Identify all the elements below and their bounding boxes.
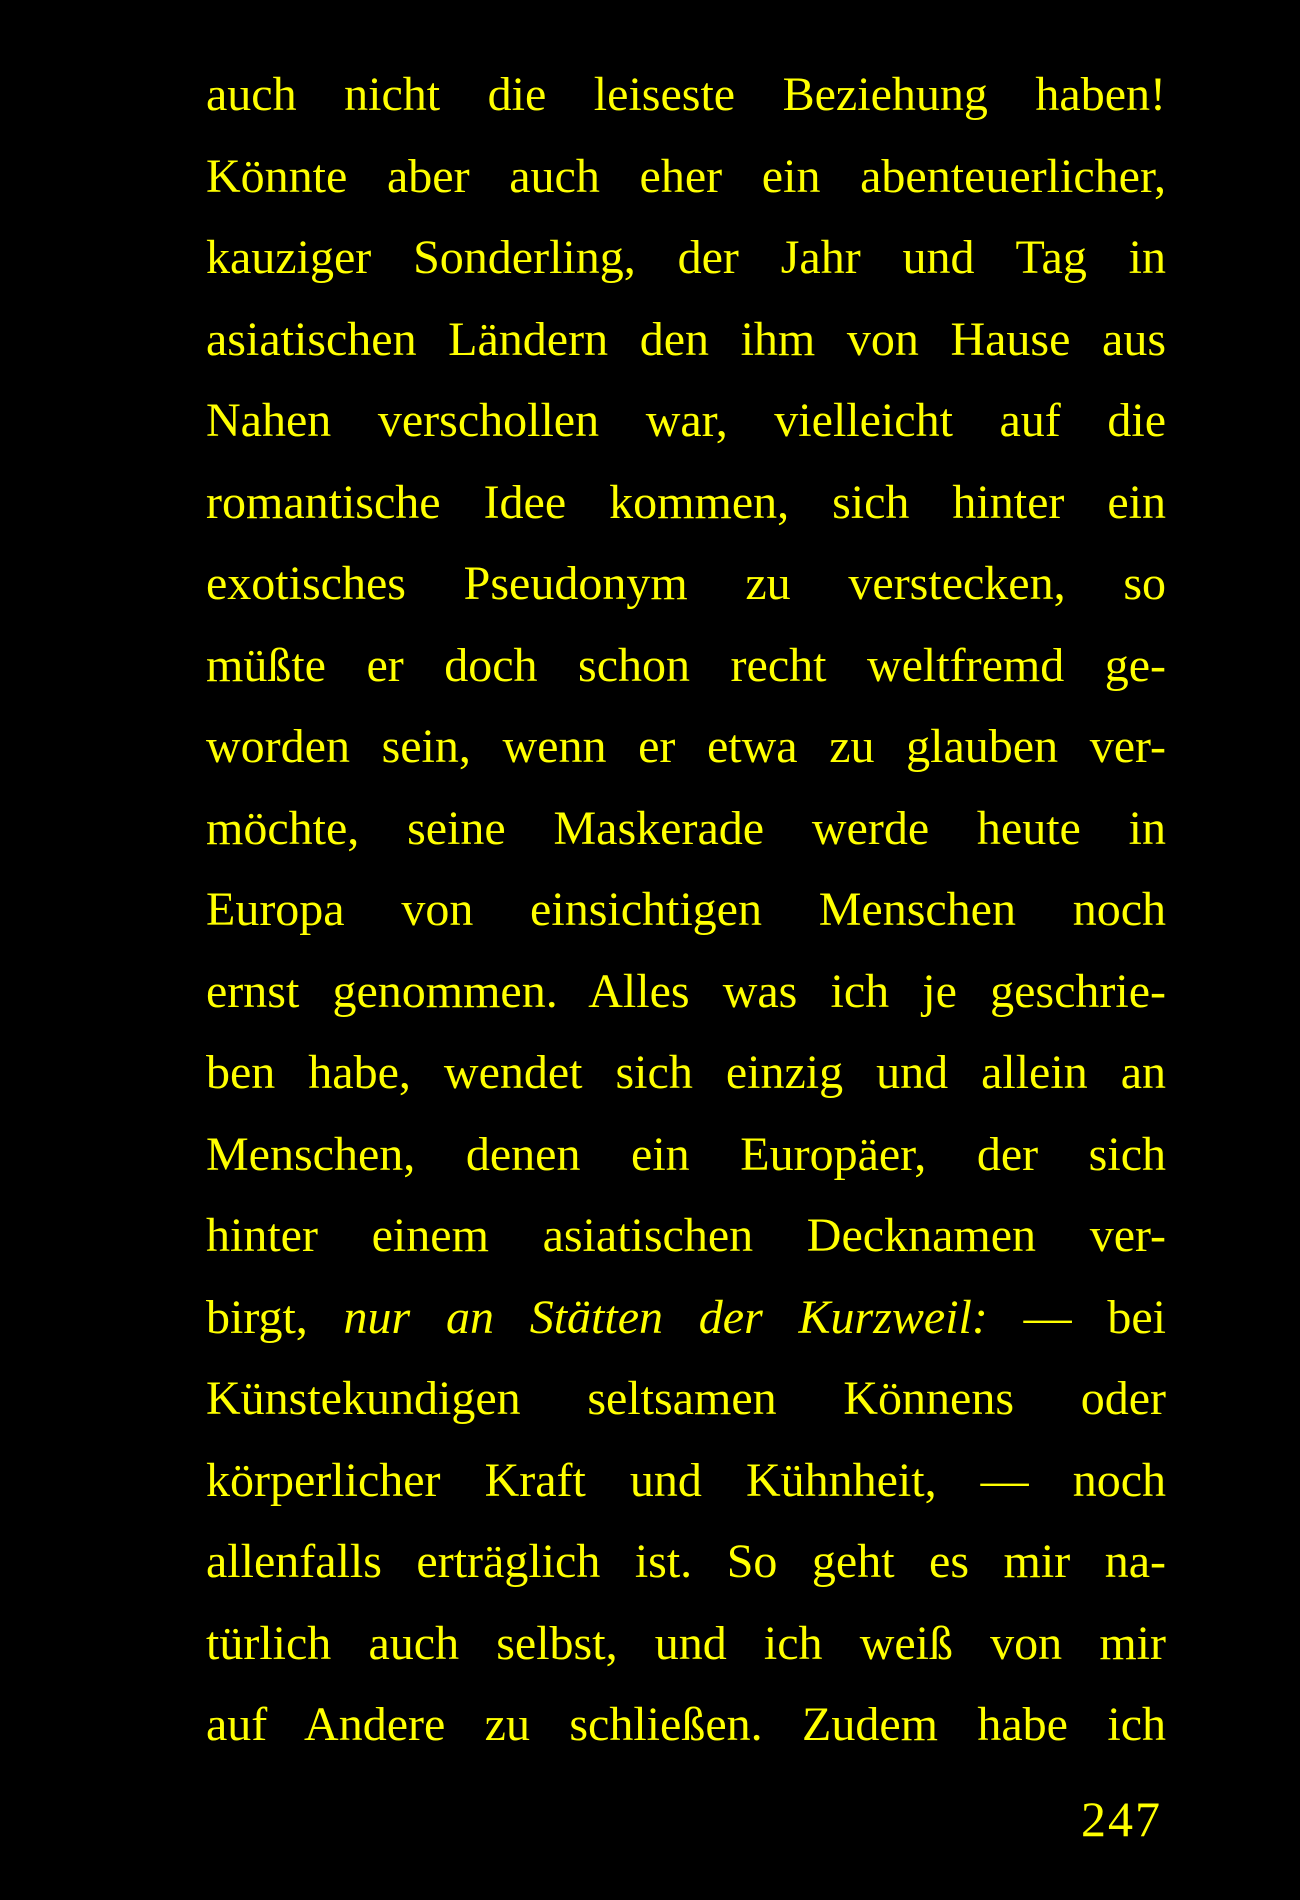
page-number: 247 xyxy=(1081,1791,1162,1847)
text-line-14-content: Menschen, denen ein Europäer, der sich xyxy=(206,1127,1166,1181)
body-text xyxy=(206,54,1166,1766)
text-line-15-content: hinter einem asiatischen Decknamen ver- xyxy=(206,1209,1166,1262)
text-line-10 xyxy=(206,788,1166,870)
text-line-21-content: auf Andere zu schließen. Zudem habe ich xyxy=(206,1698,1166,1751)
text-line-16-after: — bei xyxy=(1023,1290,1167,1344)
text-line-11 xyxy=(206,869,1166,951)
text-line-15 xyxy=(206,1195,1166,1277)
text-line-19 xyxy=(206,1521,1166,1603)
text-line-13-content: ben habe, wendet sich einzig und allein an xyxy=(206,1046,1166,1099)
text-line-3 xyxy=(206,217,1166,299)
text-line-14 xyxy=(206,1114,1166,1196)
text-line-17 xyxy=(206,1358,1166,1440)
text-line-1 xyxy=(206,54,1166,136)
text-line-8 xyxy=(206,625,1166,707)
text-line-17-content: Künstekundigen seltsamen Könnens oder xyxy=(206,1372,1166,1425)
text-line-6 xyxy=(206,462,1166,544)
text-line-8-content: müßte er doch schon recht weltfremd ge- xyxy=(206,638,1166,692)
text-line-6-content: romantische Idee kommen, sich hinter ein xyxy=(206,475,1166,529)
italic-phrase: nur an Stätten der Kurzweil: xyxy=(343,1290,988,1344)
text-line-13 xyxy=(206,1032,1166,1114)
text-line-4-content: asiatischen Ländern den ihm von Hause aus xyxy=(206,312,1166,366)
text-line-19-content: allenfalls erträglich ist. So geht es mir na- xyxy=(206,1535,1166,1588)
text-line-20 xyxy=(206,1603,1166,1685)
text-line-16-content xyxy=(206,1291,1166,1344)
text-line-12-content: ernst genommen. Alles was ich je geschrie- xyxy=(206,964,1166,1018)
text-line-2 xyxy=(206,136,1166,218)
text-line-11-content: Europa von einsichtigen Menschen noch xyxy=(206,883,1166,936)
text-line-1-content: auch nicht die leiseste Beziehung haben! xyxy=(206,68,1166,121)
text-line-18-content: körperlicher Kraft und Kühnheit, — noch xyxy=(206,1453,1166,1507)
text-line-5-content: Nahen verschollen war, vielleicht auf die xyxy=(206,394,1166,447)
text-line-10-content: möchte, seine Maskerade werde heute in xyxy=(206,801,1166,855)
text-line-7-content: exotisches Pseudonym zu verstecken, so xyxy=(206,557,1166,610)
text-line-9-content: worden sein, wenn er etwa zu glauben ver- xyxy=(206,720,1166,773)
text-line-20-content: türlich auch selbst, und ich weiß von mir xyxy=(206,1616,1166,1670)
text-line-2-content: Könnte aber auch eher ein abenteuerlicher, xyxy=(206,149,1166,203)
text-line-7 xyxy=(206,543,1166,625)
text-line-16-before: birgt, xyxy=(206,1290,308,1344)
text-line-9 xyxy=(206,706,1166,788)
text-line-21 xyxy=(206,1684,1166,1766)
text-line-4 xyxy=(206,299,1166,381)
text-line-12 xyxy=(206,951,1166,1033)
text-line-3-content: kauziger Sonderling, der Jahr und Tag in xyxy=(206,231,1166,284)
text-line-5 xyxy=(206,380,1166,462)
text-line-16 xyxy=(206,1277,1166,1359)
text-line-18 xyxy=(206,1440,1166,1522)
